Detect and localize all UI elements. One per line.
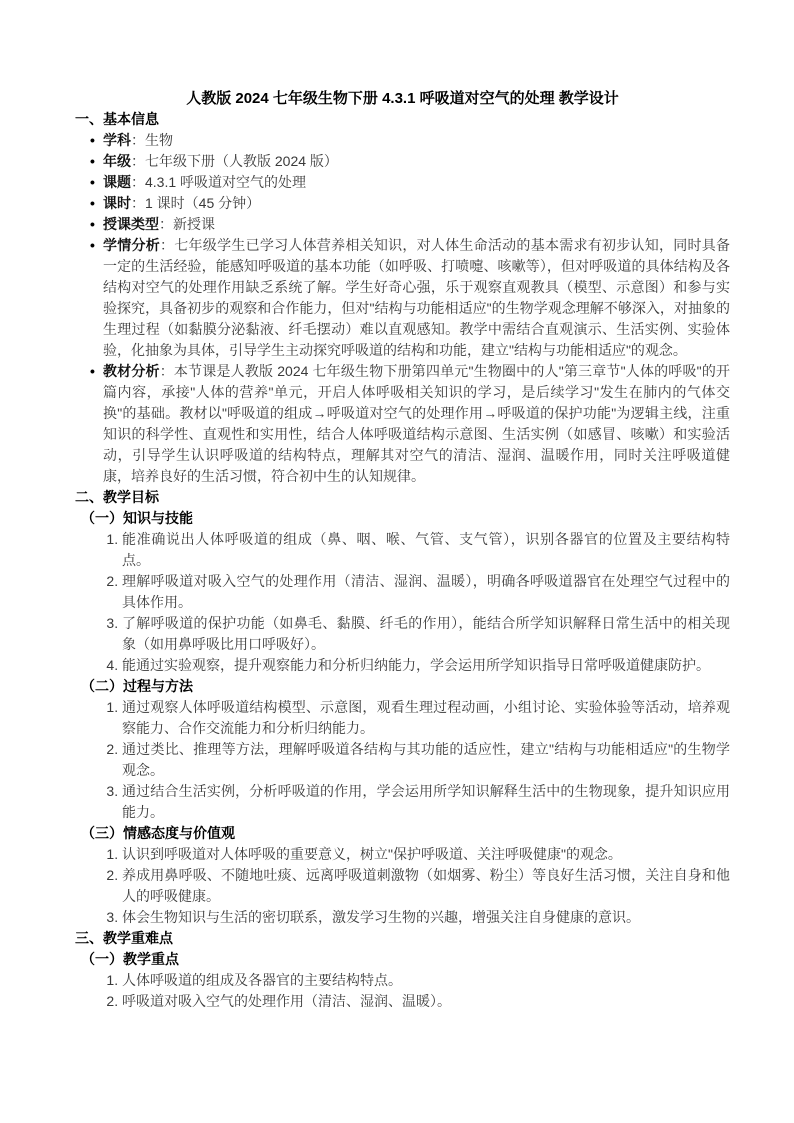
item-text: 了解呼吸道的保护功能（如鼻毛、黏膜、纤毛的作用），能结合所学知识解释日常生活中的相关现象（如用鼻呼吸比用口呼吸好）。 [122, 615, 730, 652]
basic-info-item-lesson-type [103, 214, 730, 235]
label-separator: ： [131, 132, 145, 148]
item-text: 七年级下册（人教版 2024 版） [145, 153, 338, 169]
basic-info-item-learner-analysis [103, 235, 730, 361]
item-text: 新授课 [173, 216, 215, 232]
label-separator: ： [160, 237, 175, 253]
item-text: 通过观察人体呼吸道结构模型、示意图，观看生理过程动画，小组讨论、实验体验等活动，培养观察能力、合作交流能力和分析归纳能力。 [122, 699, 730, 736]
list-item [122, 613, 730, 655]
list-item [122, 697, 730, 739]
item-text: 通过结合生活实例，分析呼吸道的作用，学会运用所学知识解释生活中的生物现象，提升知识应用能力。 [122, 783, 730, 820]
item-text: 生物 [145, 132, 173, 148]
basic-info-list [75, 130, 730, 487]
knowledge-skills-list [75, 529, 730, 676]
label-separator: ： [131, 153, 145, 169]
item-text: 七年级学生已学习人体营养相关知识，对人体生命活动的基本需求有初步认知，同时具备一定的生活经验，能感知呼吸道的基本功能（如呼吸、打喷嚏、咳嗽等），但对呼吸道的具体结构及各结构对空气的处理作用缺乏系统了解。学生好奇心强，乐于观察直观教具（模型、示意图）和参与实验探究，具备初步的观察和合作能力，但对"结构与功能相适应"的生物学观念理解不够深入，对抽象的生理过程（如黏膜分泌黏液、纤毛摆动）难以直观感知。教学中需结合直观演示、生活实例、实验体验，化抽象为具体，引导学生主动探究呼吸道的结构和功能，建立"结构与功能相适应"的观念。 [103, 237, 731, 358]
item-text: 能通过实验观察，提升观察能力和分析归纳能力，学会运用所学知识指导日常呼吸道健康防护。 [122, 657, 710, 673]
item-label: 学科 [103, 132, 131, 148]
section-heading-key-points: 三、教学重难点 [75, 930, 173, 946]
item-label: 教材分析 [103, 363, 160, 379]
item-text: 呼吸道对吸入空气的处理作用（清洁、湿润、温暖）。 [122, 993, 451, 1009]
list-item [122, 970, 730, 991]
item-text: 认识到呼吸道对人体呼吸的重要意义，树立"保护呼吸道、关注呼吸健康"的观念。 [122, 846, 622, 862]
list-item [122, 739, 730, 781]
item-label: 授课类型 [103, 216, 159, 232]
item-text: 人体呼吸道的组成及各器官的主要结构特点。 [122, 972, 402, 988]
list-item [122, 571, 730, 613]
list-item [122, 907, 730, 928]
item-label: 课时 [103, 195, 131, 211]
list-item [122, 781, 730, 823]
process-methods-list [75, 697, 730, 823]
subheading-process-methods: （二）过程与方法 [81, 678, 193, 694]
item-label: 学情分析 [103, 237, 161, 253]
subheading-knowledge-skills: （一）知识与技能 [81, 510, 193, 526]
subheading-affect-values: （三）情感态度与价值观 [81, 825, 235, 841]
item-label: 课题 [103, 174, 131, 190]
section-heading-basic-info: 一、基本信息 [75, 111, 159, 127]
teaching-focus-list [75, 970, 730, 1012]
list-item [122, 844, 730, 865]
item-text: 4.3.1 呼吸道对空气的处理 [145, 174, 307, 190]
list-item [122, 991, 730, 1012]
item-text: 理解呼吸道对吸入空气的处理作用（清洁、湿润、温暖），明确各呼吸道器官在处理空气过程中的具体作用。 [122, 573, 730, 610]
label-separator: ： [131, 195, 145, 211]
subheading-teaching-focus: （一）教学重点 [81, 951, 179, 967]
item-text: 1 课时（45 分钟） [145, 195, 261, 211]
item-text: 能准确说出人体呼吸道的组成（鼻、咽、喉、气管、支气管），识别各器官的位置及主要结构特点。 [122, 531, 730, 568]
list-item [122, 655, 730, 676]
item-text: 养成用鼻呼吸、不随地吐痰、远离呼吸道刺激物（如烟雾、粉尘）等良好生活习惯，关注自身和他人的呼吸健康。 [122, 867, 730, 904]
affect-values-list [75, 844, 730, 928]
list-item [122, 529, 730, 571]
item-text: 体会生物知识与生活的密切联系，激发学习生物的兴趣，增强关注自身健康的意识。 [122, 909, 640, 925]
basic-info-item-period [103, 193, 730, 214]
label-separator: ： [159, 216, 173, 232]
basic-info-item-topic [103, 172, 730, 193]
basic-info-item-grade [103, 151, 730, 172]
basic-info-item-subject [103, 130, 730, 151]
label-separator: ： [159, 363, 174, 379]
item-text: 通过类比、推理等方法，理解呼吸道各结构与其功能的适应性，建立"结构与功能相适应"的生物学观念。 [122, 741, 730, 778]
label-separator: ： [131, 174, 145, 190]
item-text: 本节课是人教版 2024 七年级生物下册第四单元"生物圈中的人"第三章节"人体的呼吸"的开篇内容，承接"人体的营养"单元，开启人体呼吸相关知识的学习，是后续学习"发生在肺内的气体交换"的基础。教材以"呼吸道的组成→呼吸道对空气的处理作用→呼吸道的保护功能"为逻辑主线，注重知识的科学性、直观性和实用性，结合人体呼吸道结构示意图、生活实例（如感冒、咳嗽）和实验活动，引导学生认识呼吸道的结构特点，理解其对空气的清洁、湿润、温暖作用，同时关注呼吸道健康，培养良好的生活习惯，符合初中生的认知规律。 [103, 363, 731, 484]
item-label: 年级 [103, 153, 131, 169]
list-item [122, 865, 730, 907]
document-title: 人教版 2024 七年级生物下册 4.3.1 呼吸道对空气的处理 教学设计 [186, 90, 619, 107]
section-heading-objectives: 二、教学目标 [75, 489, 159, 505]
basic-info-item-material-analysis [103, 361, 730, 487]
